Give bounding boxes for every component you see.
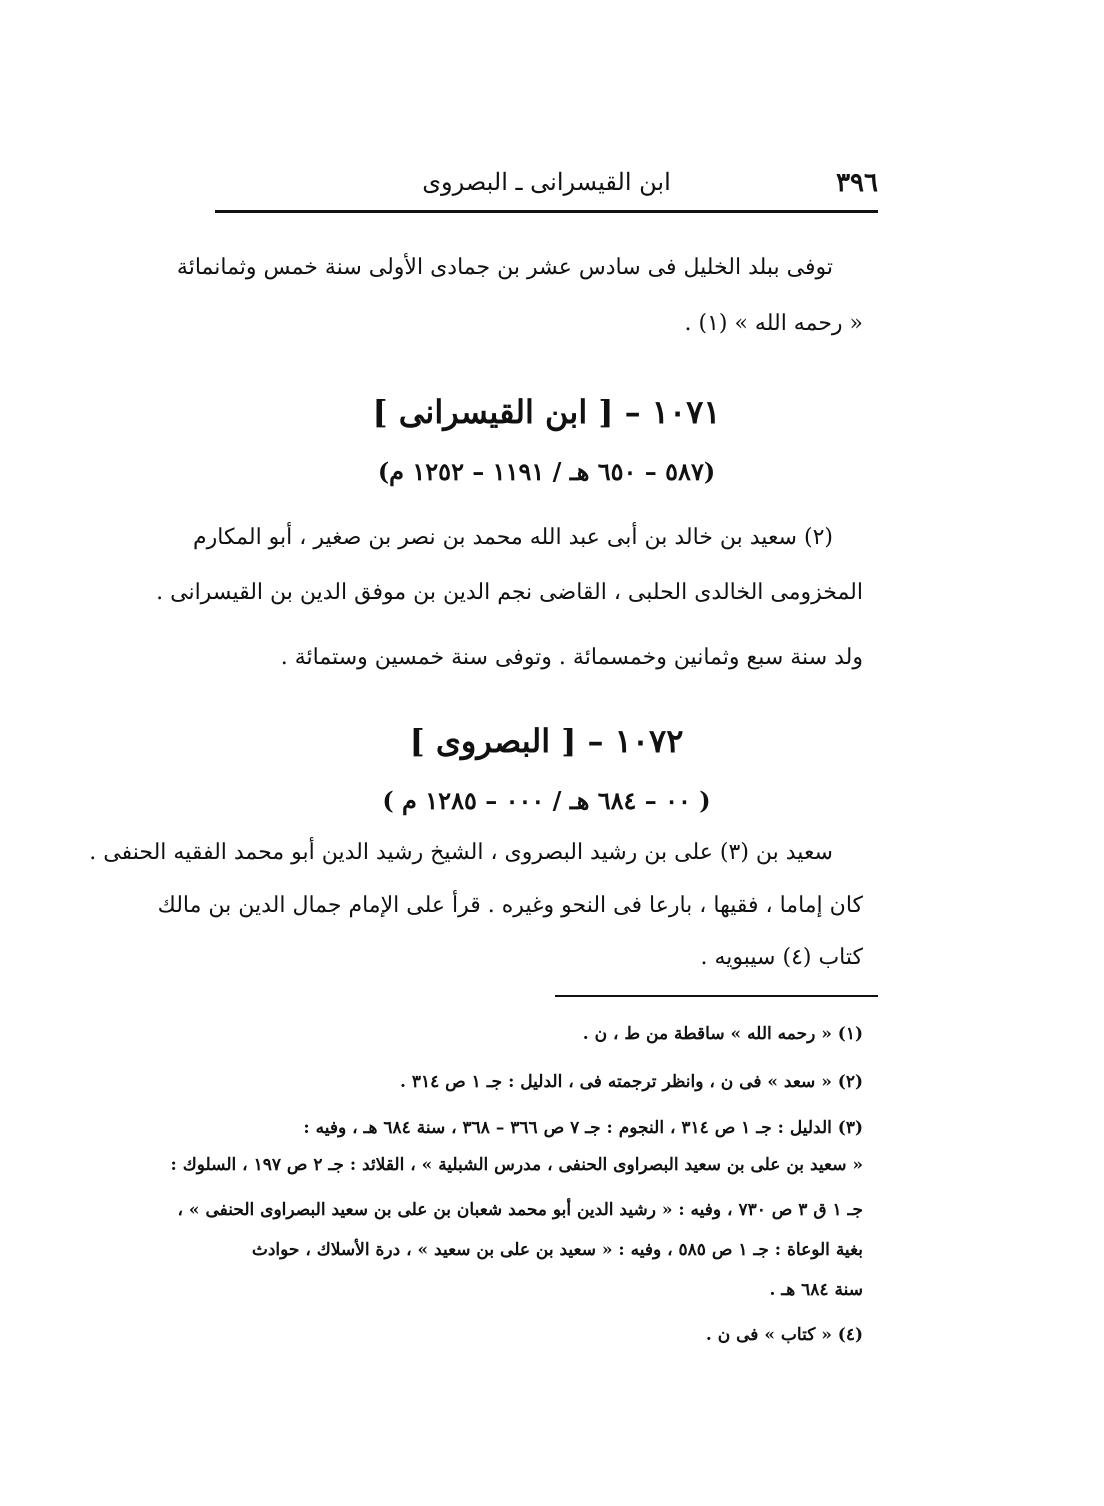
intro-line-1: توفى ببلد الخليل فى سادس عشر بن جمادى الأولى سنة خمس وثمانمائة [176,255,833,280]
entry-dates-1071: (٥٨٧ – ٦٥٠ هـ / ١١٩١ – ١٢٥٢ م) [377,457,716,486]
entry-1072-line-2: كان إماما ، فقيها ، بارعا فى النحو وغيره . قرأ على الإمام جمال الدين بن مالك [157,893,863,918]
footnote-rule [555,995,878,997]
entry-title-1072: ١٠٧٢ – [ البصروى ] [409,722,684,760]
footnote-4: (٤) « كتاب » فى ن . [705,1325,863,1345]
footnote-3-line-1: (٣) الدليل : جـ ١ ص ٣١٤ ، النجوم : جـ ٧ ص ٣٦٦ – ٣٦٨ ، سنة ٦٨٤ هـ ، وفيه : [303,1118,863,1138]
footnote-3-line-2: « سعيد بن على بن سعيد البصراوى الحنفى ، مدرس الشبلية » ، القلائد : جـ ٢ ص ١٩٧ ، السلوك : [170,1155,863,1175]
entry-title-1071: ١٠٧١ – [ ابن القيسرانى ] [372,393,721,431]
header-rule [215,210,878,213]
page-header [215,168,878,208]
entry-dates-1072: ( ٠٠ – ٦٨٤ هـ / ٠٠٠ – ١٢٨٥ م ) [382,786,711,815]
running-title: ابن القيسرانى ـ البصروى [422,168,671,196]
footnote-1: (١) « رحمه الله » ساقطة من ط ، ن . [582,1024,863,1044]
page-number: ٣٩٦ [836,168,878,198]
footnote-3-line-3: جـ ١ ق ٣ ص ٧٣٠ ، وفيه : « رشيد الدين أبو محمد شعبان بن على بن سعيد البصراوى الحنفى » ، [177,1200,863,1220]
footnote-2: (٢) « سعد » فى ن ، وانظر ترجمته فى ، الدليل : جـ ١ ص ٣١٤ . [400,1072,863,1092]
entry-1072-line-3: كتاب (٤) سيبويه . [700,945,863,970]
intro-line-2: « رحمه الله » (١) . [684,311,863,336]
entry-1071-line-2: المخزومى الخالدى الحلبى ، القاضى نجم الدين بن موفق الدين بن القيسرانى . [156,580,863,605]
entry-1071-line-1: (٢) سعيد بن خالد بن أبى عبد الله محمد بن نصر بن صغير ، أبو المكارم [193,525,833,550]
footnote-3-line-4: بغية الوعاة : جـ ١ ص ٥٨٥ ، وفيه : « سعيد بن على بن سعيد » ، درة الأسلاك ، حوادث [251,1240,863,1260]
entry-1071-line-3: ولد سنة سبع وثمانين وخمسمائة . وتوفى سنة خمسين وستمائة . [280,645,863,670]
footnote-3-line-5: سنة ٦٨٤ هـ . [769,1280,863,1300]
entry-1072-line-1: سعيد بن (٣) على بن رشيد البصروى ، الشيخ رشيد الدين أبو محمد الفقيه الحنفى . [89,840,833,865]
